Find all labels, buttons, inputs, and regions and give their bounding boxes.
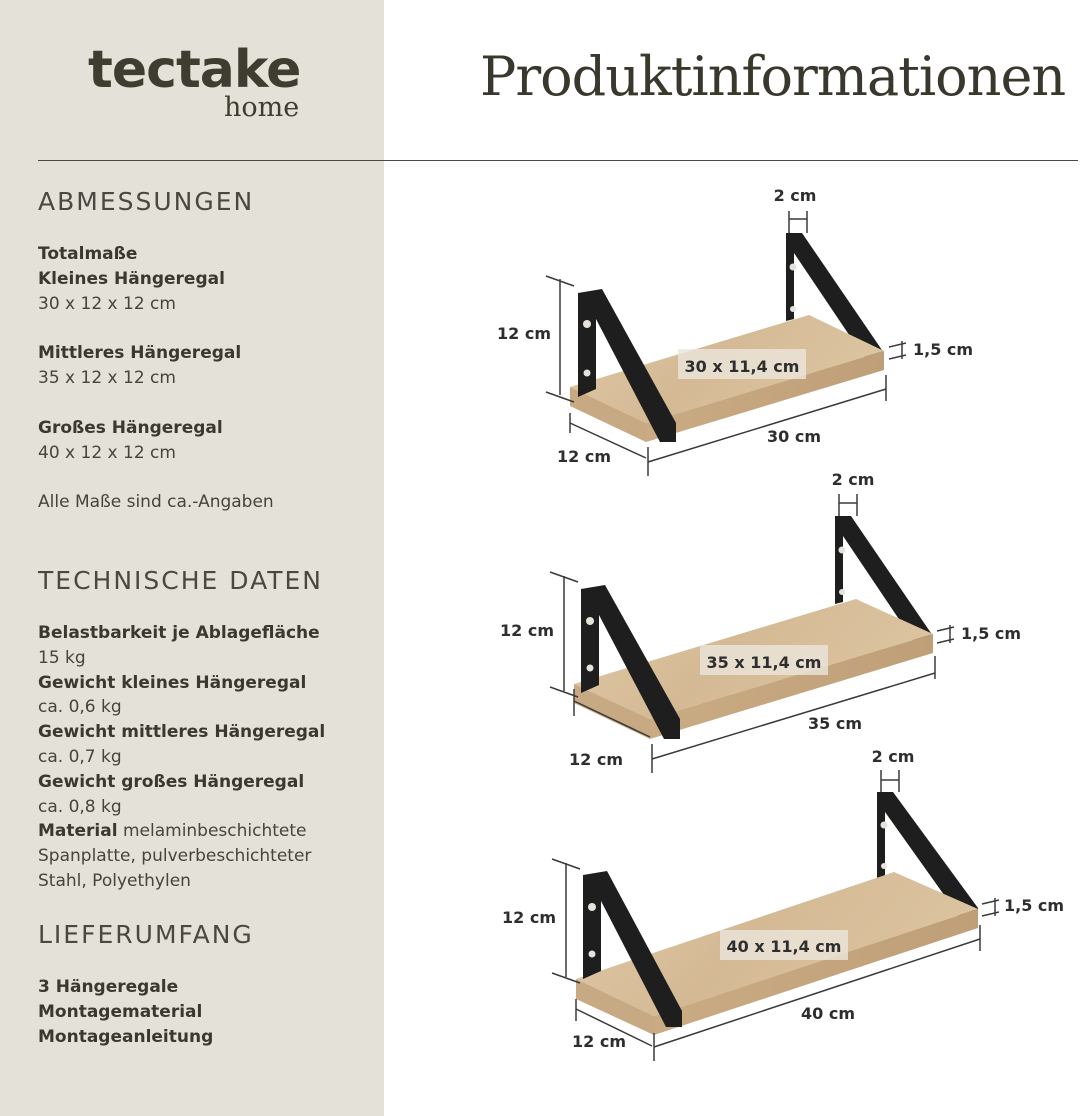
small-shelf-value: 30 x 12 x 12 cm (38, 293, 176, 314)
load-label: Belastbarkeit je Ablagefläche (38, 623, 320, 643)
screw-hole (589, 951, 596, 958)
dimensions-medium-block (38, 341, 241, 391)
keyhole (839, 547, 846, 554)
load-value: 15 kg (38, 647, 86, 668)
material-value-line1: melaminbeschichtete (122, 821, 307, 842)
material-value-line2: Spanplatte, pulverbeschichteter (38, 846, 312, 867)
large-shelf-value: 40 x 12 x 12 cm (38, 442, 176, 463)
shelf-medium-diagram (550, 494, 954, 773)
material-value-line3: Stahl, Polyethylen (38, 870, 191, 891)
depth-label: 12 cm (557, 447, 611, 466)
surface-label: 35 x 11,4 cm (706, 653, 822, 672)
length-label: 35 cm (808, 714, 862, 733)
medium-shelf-value: 35 x 12 x 12 cm (38, 367, 176, 388)
thickness-label: 1,5 cm (961, 624, 1022, 643)
screw-hole (790, 306, 796, 312)
brand-logo-sub: home (224, 92, 300, 123)
surface-label: 40 x 11,4 cm (726, 937, 842, 956)
keyhole (881, 822, 888, 829)
shelf-small-diagram (546, 211, 906, 476)
screw-hole (584, 370, 591, 377)
shelf-large-diagram (552, 770, 999, 1061)
material-label: Material (38, 821, 118, 842)
total-dimensions-label: Totalmaße (38, 244, 138, 264)
weight-small-label: Gewicht kleines Hängeregal (38, 672, 307, 693)
depth-label: 12 cm (569, 750, 623, 769)
weight-small-value: ca. 0,6 kg (38, 697, 122, 718)
bracket-width-label: 2 cm (871, 747, 915, 766)
delivery-block (38, 975, 213, 1049)
keyhole (588, 903, 596, 911)
keyhole (583, 320, 591, 328)
keyhole (586, 617, 594, 625)
keyhole (790, 264, 797, 271)
delivery-item: 3 Hängeregale (38, 977, 179, 997)
weight-large-label: Gewicht großes Hängeregal (38, 771, 305, 792)
section-heading-technical: TECHNISCHE DATEN (38, 566, 324, 595)
screw-hole (839, 589, 845, 595)
technical-block (38, 621, 325, 894)
height-label: 12 cm (500, 621, 554, 640)
weight-medium-value: ca. 0,7 kg (38, 746, 122, 767)
height-label: 12 cm (502, 908, 556, 927)
dimensions-large-block (38, 416, 223, 466)
delivery-item: Montagematerial (38, 1001, 203, 1022)
delivery-item: Montageanleitung (38, 1026, 214, 1047)
section-heading-dimensions: ABMESSUNGEN (38, 187, 255, 216)
surface-label: 30 x 11,4 cm (684, 357, 800, 376)
thickness-label: 1,5 cm (913, 340, 974, 359)
bracket-width-label: 2 cm (831, 470, 875, 489)
dimensions-note: Alle Maße sind ca.-Angaben (38, 492, 274, 512)
screw-hole (881, 863, 887, 869)
screw-hole (587, 665, 594, 672)
depth-label: 12 cm (572, 1032, 626, 1051)
height-label: 12 cm (497, 324, 551, 343)
length-label: 30 cm (767, 427, 821, 446)
large-shelf-label: Großes Hängeregal (38, 418, 223, 438)
small-shelf-label: Kleines Hängeregal (38, 268, 225, 289)
thickness-label: 1,5 cm (1004, 896, 1065, 915)
brand-logo: tectake (88, 40, 301, 100)
weight-large-value: ca. 0,8 kg (38, 796, 122, 817)
length-label: 40 cm (801, 1004, 855, 1023)
section-heading-delivery: LIEFERUMFANG (38, 920, 254, 949)
bracket-width-label: 2 cm (773, 186, 817, 205)
dimensions-block (38, 242, 225, 316)
page-title: Produktinformationen (480, 45, 1066, 108)
shelf-diagrams (384, 161, 1080, 1116)
medium-shelf-label: Mittleres Hängeregal (38, 343, 242, 363)
weight-medium-label: Gewicht mittleres Hängeregal (38, 722, 326, 743)
